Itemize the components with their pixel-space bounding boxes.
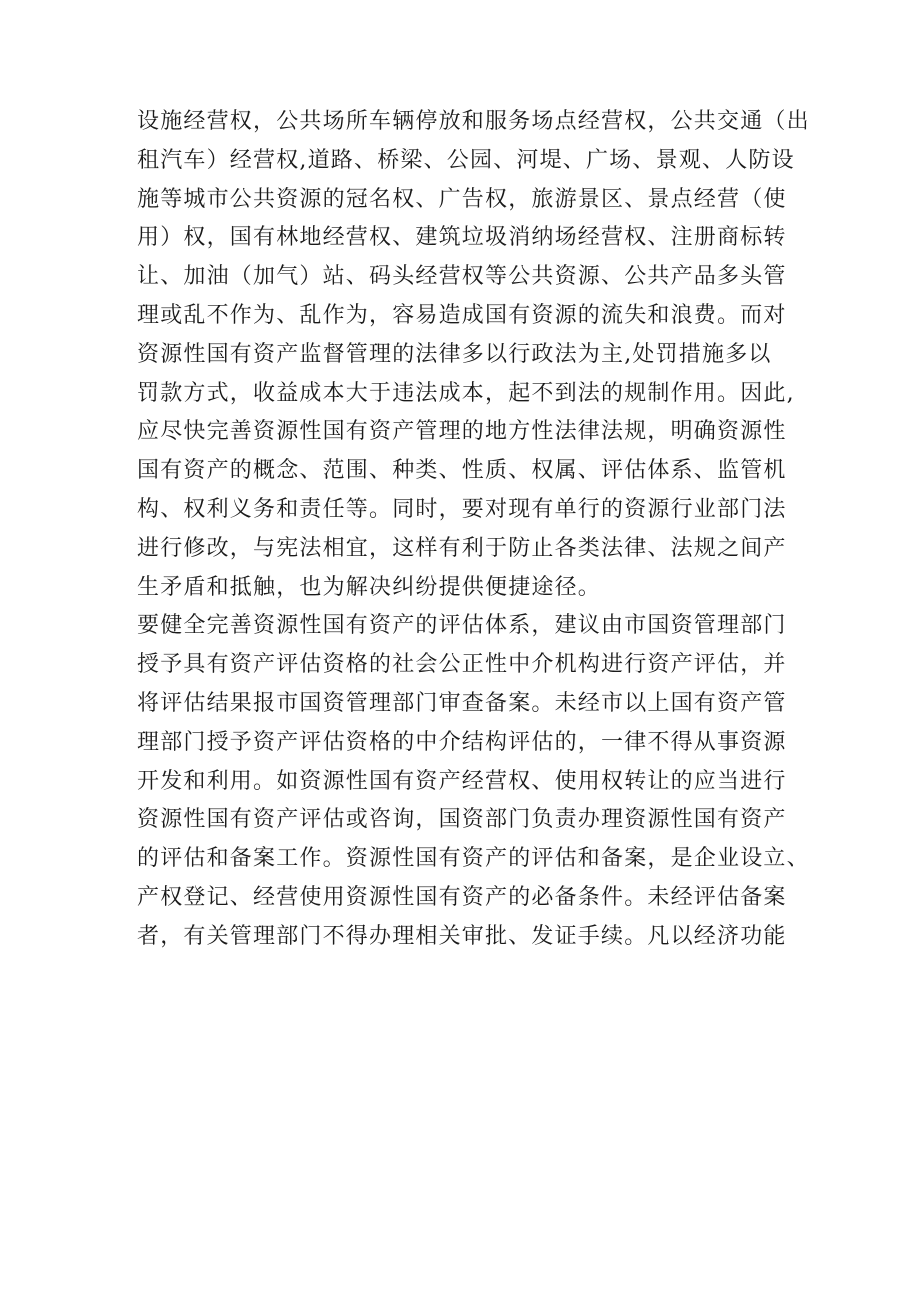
text-line: 理或乱不作为、乱作为，容易造成国有资源的流失和浪费。而对	[137, 302, 787, 328]
text-line: 理部门授予资产评估资格的中介结构评估的，一律不得从事资源	[137, 729, 787, 755]
text-line: 资源性国有资产评估或咨询，国资部门负责办理资源性国有资产	[137, 807, 787, 833]
text-line: 施等城市公共资源的冠名权、广告权，旅游景区、景点经营（使	[137, 186, 787, 212]
text-line: 让、加油（加气）站、码头经营权等公共资源、公共产品多头管	[137, 264, 787, 290]
text-line: 构、权利义务和责任等。同时，要对现有单行的资源行业部门法	[137, 496, 787, 522]
text-line: 的评估和备案工作。资源性国有资产的评估和备案，是企业设立、	[137, 846, 810, 872]
text-line: 资源性国有资产监督管理的法律多以行政法为主,处罚措施多以	[137, 341, 772, 367]
text-line: 将评估结果报市国资管理部门审查备案。未经市以上国有资产管	[137, 690, 787, 716]
text-line: 罚款方式，收益成本大于违法成本，起不到法的规制作用。因此,	[137, 380, 795, 406]
text-line: 生矛盾和抵触，也为解决纠纷提供便捷途径。	[137, 574, 602, 600]
text-line: 国有资产的概念、范围、种类、性质、权属、评估体系、监管机	[137, 458, 787, 484]
text-line: 要健全完善资源性国有资产的评估体系，建议由市国资管理部门	[137, 613, 787, 639]
body-text	[137, 103, 810, 957]
text-line: 租汽车）经营权,道路、桥梁、公园、河堤、广场、景观、人防设	[137, 147, 795, 173]
text-line: 应尽快完善资源性国有资产管理的地方性法律法规，明确资源性	[137, 419, 787, 445]
text-line: 用）权，国有林地经营权、建筑垃圾消纳场经营权、注册商标转	[137, 225, 787, 251]
text-line: 设施经营权，公共场所车辆停放和服务场点经营权，公共交通（出	[137, 109, 810, 134]
text-line: 授予具有资产评估资格的社会公正性中介机构进行资产评估，并	[137, 652, 787, 678]
text-line: 开发和利用。如资源性国有资产经营权、使用权转让的应当进行	[137, 768, 787, 794]
text-line: 者，有关管理部门不得办理相关审批、发证手续。凡以经济功能	[137, 923, 787, 949]
text-line: 进行修改，与宪法相宜，这样有利于防止各类法律、法规之间产	[137, 535, 787, 561]
text-line: 产权登记、经营使用资源性国有资产的必备条件。未经评估备案	[137, 884, 787, 910]
